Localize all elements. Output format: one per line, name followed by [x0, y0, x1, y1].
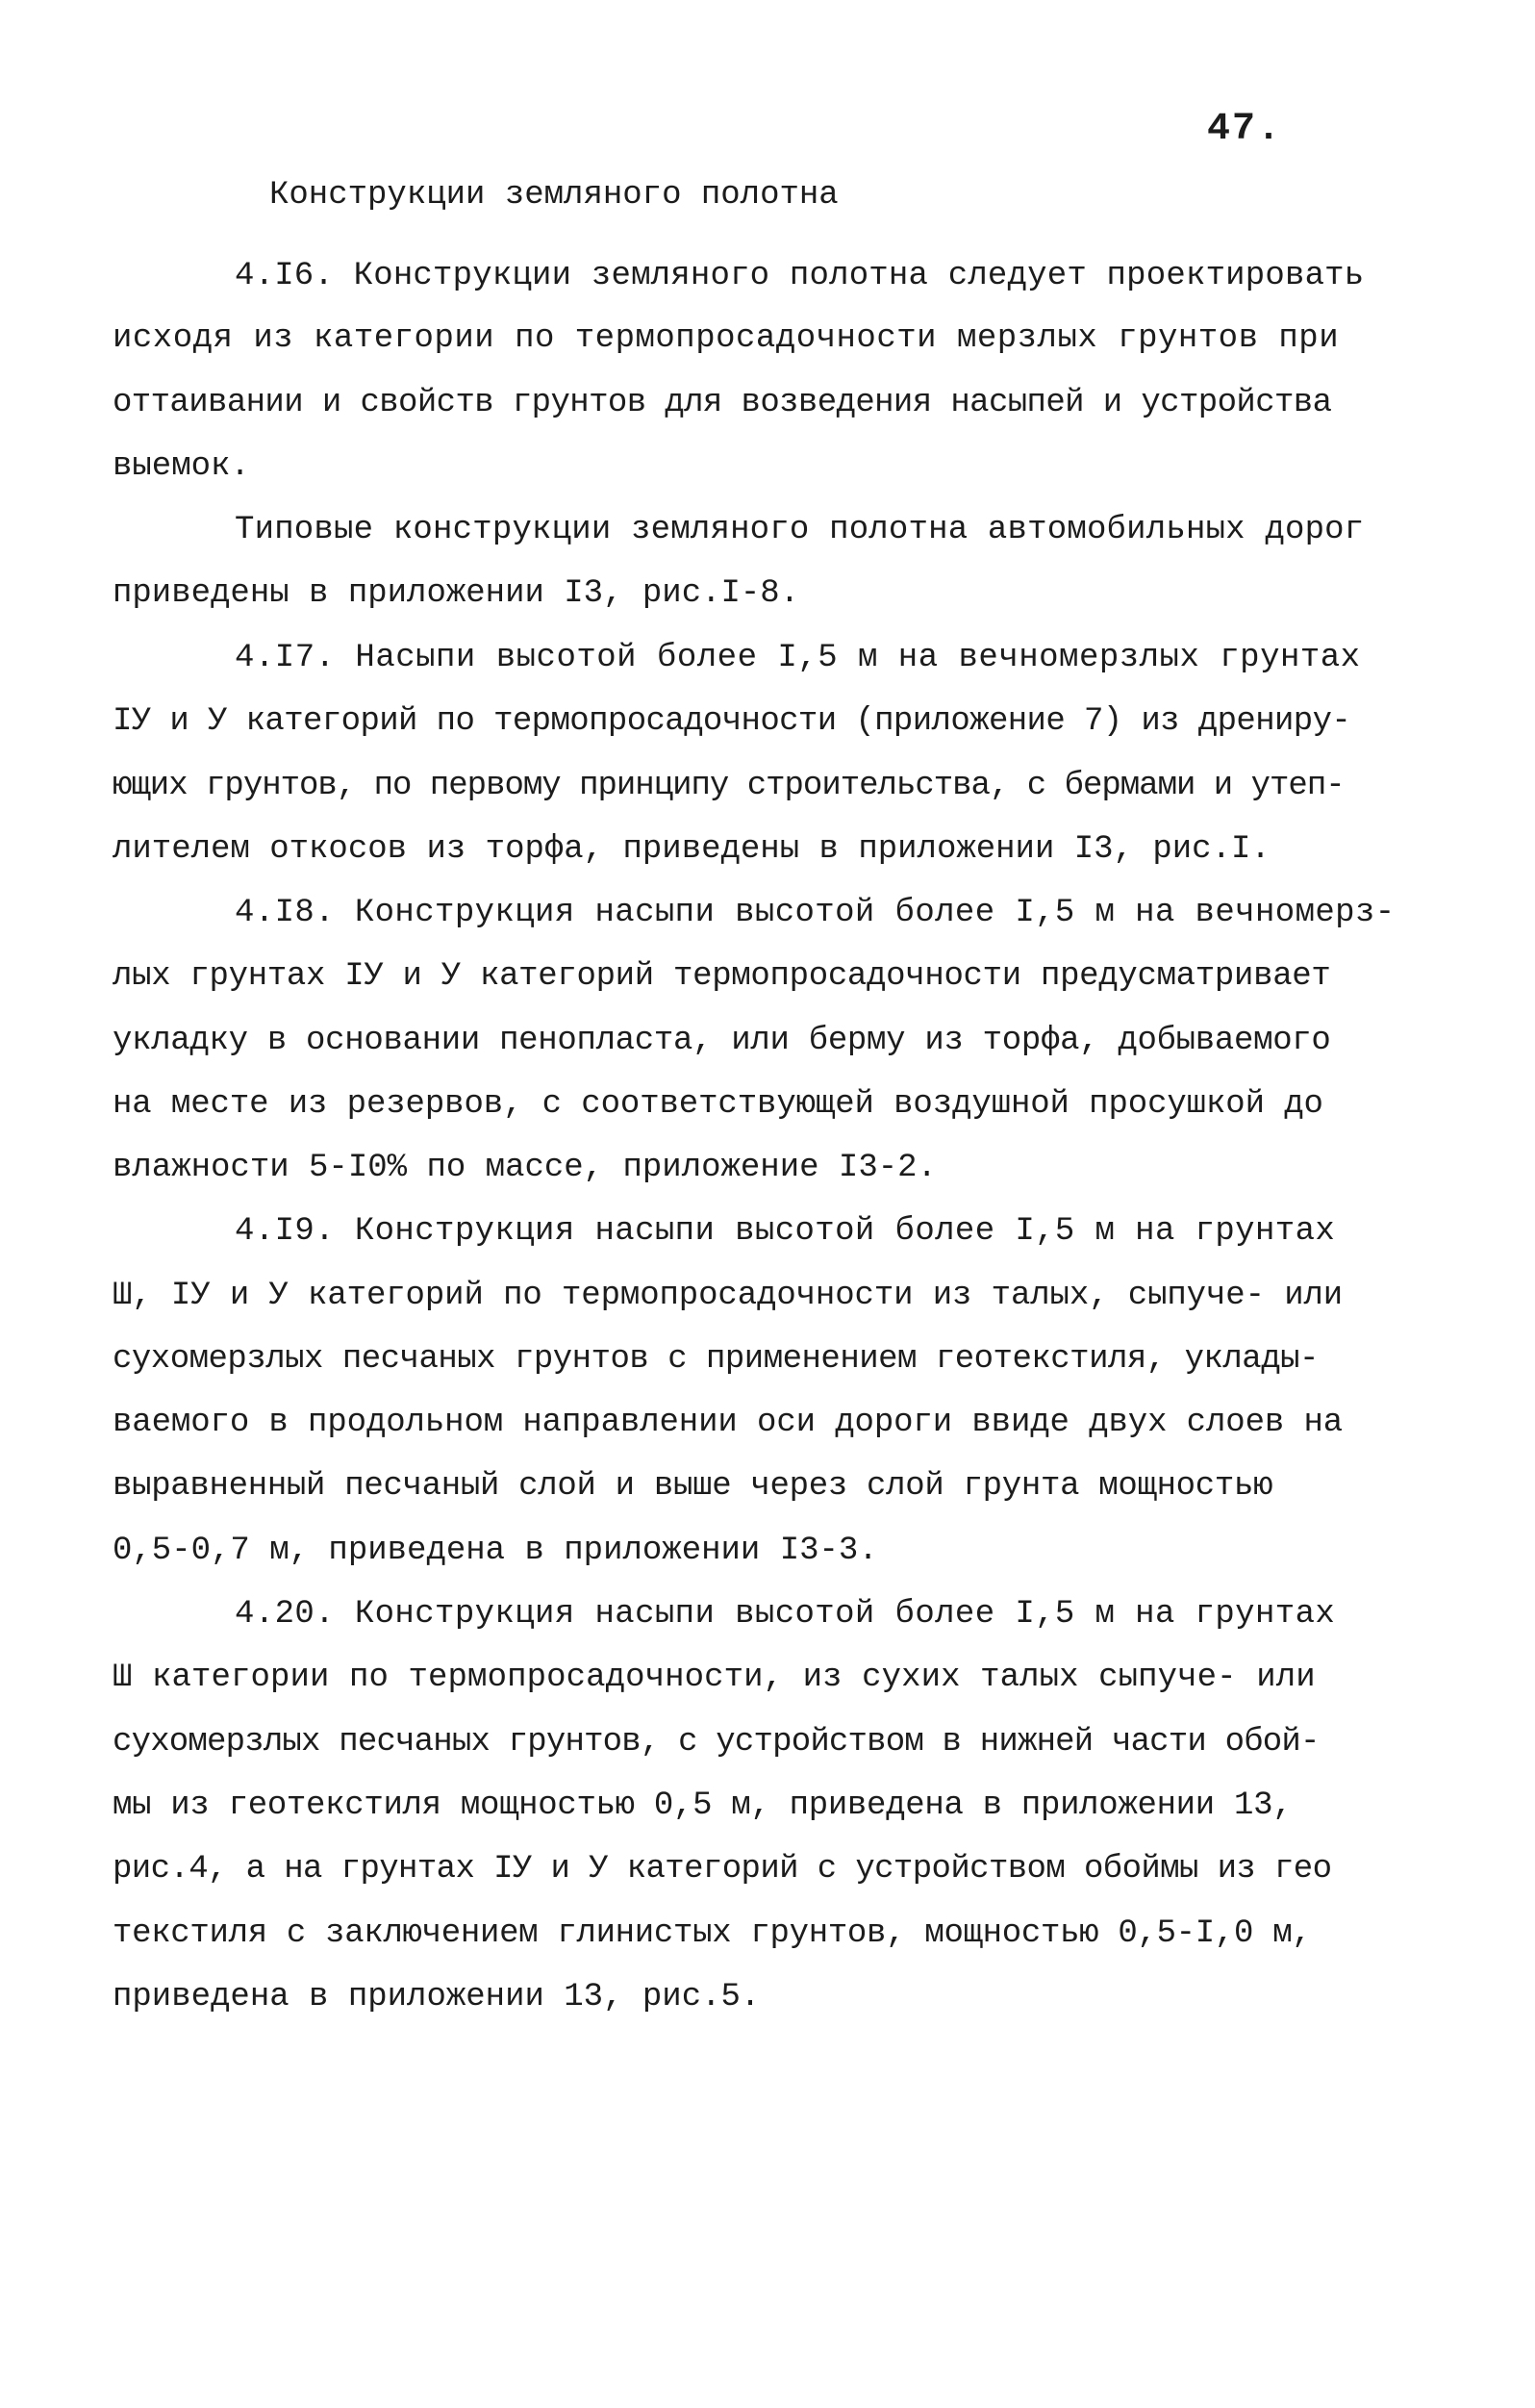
text-line: 0,5-0,7 м, приведена в приложении I3-3. [113, 1533, 878, 1569]
text-line: приведены в приложении I3, рис.I-8. [113, 575, 800, 612]
text-line: мы из геотекстиля мощностью 0,5 м, приведена в приложении 13, [113, 1787, 1293, 1824]
text-line: ваемого в продольном направлении оси дороги ввиде двух слоев на [113, 1405, 1344, 1441]
text-line: 4.I6. Конструкции земляного полотна следует проектировать [235, 258, 1365, 294]
text-line: Ш, IУ и У категорий по термопросадочности из талых, сыпуче- или [113, 1278, 1344, 1314]
text-line: IУ и У категорий по термопросадочности (приложение 7) из дрениру- [113, 703, 1351, 740]
text-line: влажности 5-I0% по массе, приложение I3-2. [113, 1150, 937, 1186]
text-line: Типовые конструкции земляного полотна автомобильных дорог [235, 512, 1365, 548]
text-line: сухомерзлых песчаных грунтов, с устройством в нижней части обой- [113, 1724, 1320, 1761]
text-line: оттаивании и свойств грунтов для возведения насыпей и устройства [113, 385, 1332, 421]
text-line: Ш категории по термопросадочности, из сухих талых сыпуче- или [113, 1660, 1316, 1696]
text-line: рис.4, а на грунтах IУ и У категорий с устройством обоймы из гео [113, 1851, 1332, 1888]
section-heading: Конструкции земляного полотна [269, 177, 839, 214]
page-number: 47. [1207, 108, 1283, 151]
text-line: 4.I9. Конструкция насыпи высотой более I,5 м на грунтах [235, 1213, 1336, 1250]
text-line: лых грунтах IУ и У категорий термопросадочности предусматривает [113, 958, 1331, 995]
text-line: на месте из резервов, с соответствующей воздушной просушкой до [113, 1086, 1323, 1123]
text-line: выемок. [113, 448, 250, 485]
text-line: текстиля с заключением глинистых грунтов, мощностью 0,5-I,0 м, [113, 1915, 1312, 1952]
text-line: лителем откосов из торфа, приведены в приложении I3, рис.I. [113, 831, 1271, 868]
text-line: исходя из категории по термопросадочности мерзлых грунтов при [113, 320, 1340, 357]
text-line: 4.I8. Конструкция насыпи высотой более I,5 м на вечномерз- [235, 895, 1396, 931]
text-line: приведена в приложении 13, рис.5. [113, 1979, 761, 2015]
text-line: 4.I7. Насыпи высотой более I,5 м на вечномерзлых грунтах [235, 640, 1361, 676]
text-line: 4.20. Конструкция насыпи высотой более I,5 м на грунтах [235, 1596, 1336, 1633]
text-line: выравненный песчаный слой и выше через слой грунта мощностью [113, 1468, 1273, 1505]
text-line: укладку в основании пенопласта, или берму из торфа, добываемого [113, 1023, 1331, 1059]
text-line: ющих грунтов, по первому принципу строительства, с бермами и утеп- [113, 768, 1345, 804]
text-line: сухомерзлых песчаных грунтов с применением геотекстиля, уклады- [113, 1341, 1319, 1378]
